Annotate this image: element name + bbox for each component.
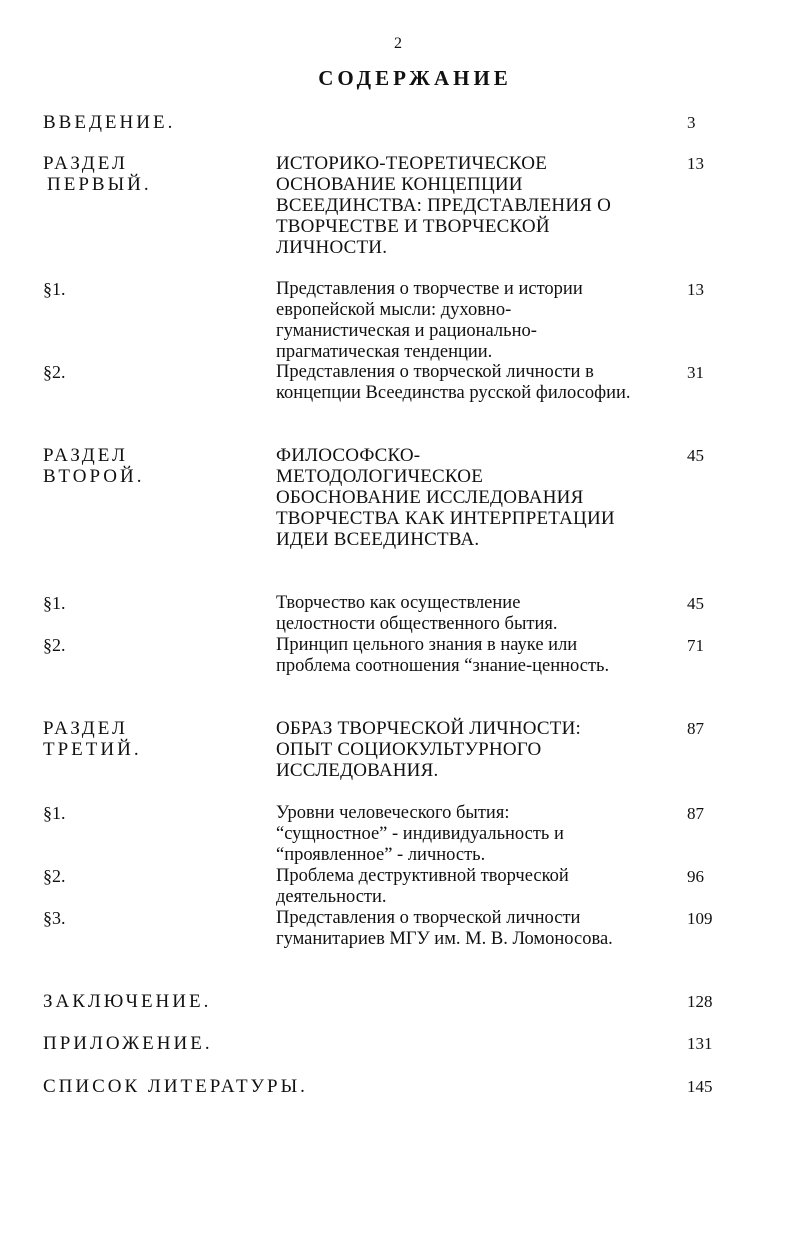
- toc-part3-sec3-page: 109: [687, 909, 713, 928]
- toc-part1-label: [43, 153, 152, 195]
- toc-conclusion-label: ЗАКЛЮЧЕНИЕ.: [43, 991, 212, 1012]
- toc-part2-page: 45: [687, 446, 704, 465]
- toc-part3-page: 87: [687, 719, 704, 738]
- toc-part1-sec1-page: 13: [687, 280, 704, 299]
- toc-part3-sec1-page: 87: [687, 804, 704, 823]
- toc-part2-sec2-title: Принцип цельного знания в науке или проблема соотношения “знание-ценность.: [276, 635, 610, 676]
- toc-part2-sec2-num: §2.: [43, 635, 66, 655]
- page-title: СОДЕРЖАНИЕ: [318, 66, 512, 90]
- toc-part3-sec2-num: §2.: [43, 866, 66, 886]
- toc-part2-label-line2: ВТОРОЙ.: [43, 466, 145, 487]
- toc-part1-label-line2: ПЕРВЫЙ.: [47, 174, 152, 195]
- toc-part3-label-line2: ТРЕТИЙ.: [43, 739, 142, 760]
- toc-part2-sec1-num: §1.: [43, 593, 66, 613]
- toc-part3-sec2-title: Проблема деструктивной творческой деятельности.: [276, 866, 569, 907]
- toc-appendix-page: 131: [687, 1034, 713, 1053]
- page-number: 2: [394, 35, 402, 52]
- toc-part2-sec1-title: Творчество как осуществление целостности общественного бытия.: [276, 593, 558, 634]
- toc-bibliography-page: 145: [687, 1077, 713, 1096]
- toc-part2-sec1-page: 45: [687, 594, 704, 613]
- toc-part1-sec2-page: 31: [687, 363, 704, 382]
- toc-part2-label-line1: РАЗДЕЛ: [43, 445, 128, 466]
- toc-part3-sec2-page: 96: [687, 867, 704, 886]
- toc-part3-label: [43, 718, 142, 760]
- toc-part2-title: ФИЛОСОФСКО-МЕТОДОЛОГИЧЕСКОЕ ОБОСНОВАНИЕ ИССЛЕДОВАНИЯ ТВОРЧЕСТВА КАК ИНТЕРПРЕТАЦИИ ИДЕИ ВСЕЕДИНСТВА.: [276, 445, 615, 550]
- toc-part3-sec3-title: Представления о творческой личности гуманитариев МГУ им. М. В. Ломоносова.: [276, 908, 613, 949]
- toc-appendix-label: ПРИЛОЖЕНИЕ.: [43, 1033, 213, 1054]
- toc-part3-sec1-num: §1.: [43, 803, 66, 823]
- toc-part1-page: 13: [687, 154, 704, 173]
- toc-part1-sec1-num: §1.: [43, 279, 66, 299]
- toc-part3-sec1-title: Уровни человеческого бытия: “сущностное” - индивидуальность и “проявленное” - личность.: [276, 803, 564, 865]
- toc-conclusion-page: 128: [687, 992, 713, 1011]
- toc-part3-sec3-num: §3.: [43, 908, 66, 928]
- toc-part1-title: ИСТОРИКО-ТЕОРЕТИЧЕСКОЕ ОСНОВАНИЕ КОНЦЕПЦИИ ВСЕЕДИНСТВА: ПРЕДСТАВЛЕНИЯ О ТВОРЧЕСТВЕ И ТВОРЧЕСКОЙ ЛИЧНОСТИ.: [276, 153, 612, 258]
- toc-intro-label: ВВЕДЕНИЕ.: [43, 112, 176, 133]
- toc-part2-sec2-page: 71: [687, 636, 704, 655]
- toc-part1-sec1-title: Представления о творчестве и истории европейской мысли: духовно-гуманистическая и рационально-прагматическая тенденции.: [276, 279, 583, 362]
- toc-part2-label: [43, 445, 145, 487]
- toc-intro-page: 3: [687, 113, 696, 132]
- toc-part1-sec2-num: §2.: [43, 362, 66, 382]
- toc-part1-label-line1: РАЗДЕЛ: [43, 153, 128, 174]
- toc-part1-sec2-title: Представления о творческой личности в концепции Всеединства русской философии.: [276, 362, 631, 403]
- toc-part3-label-line1: РАЗДЕЛ: [43, 718, 128, 739]
- toc-part3-title: ОБРАЗ ТВОРЧЕСКОЙ ЛИЧНОСТИ: ОПЫТ СОЦИОКУЛЬТУРНОГО ИССЛЕДОВАНИЯ.: [276, 718, 581, 781]
- toc-bibliography-label: СПИСОК ЛИТЕРАТУРЫ.: [43, 1076, 308, 1097]
